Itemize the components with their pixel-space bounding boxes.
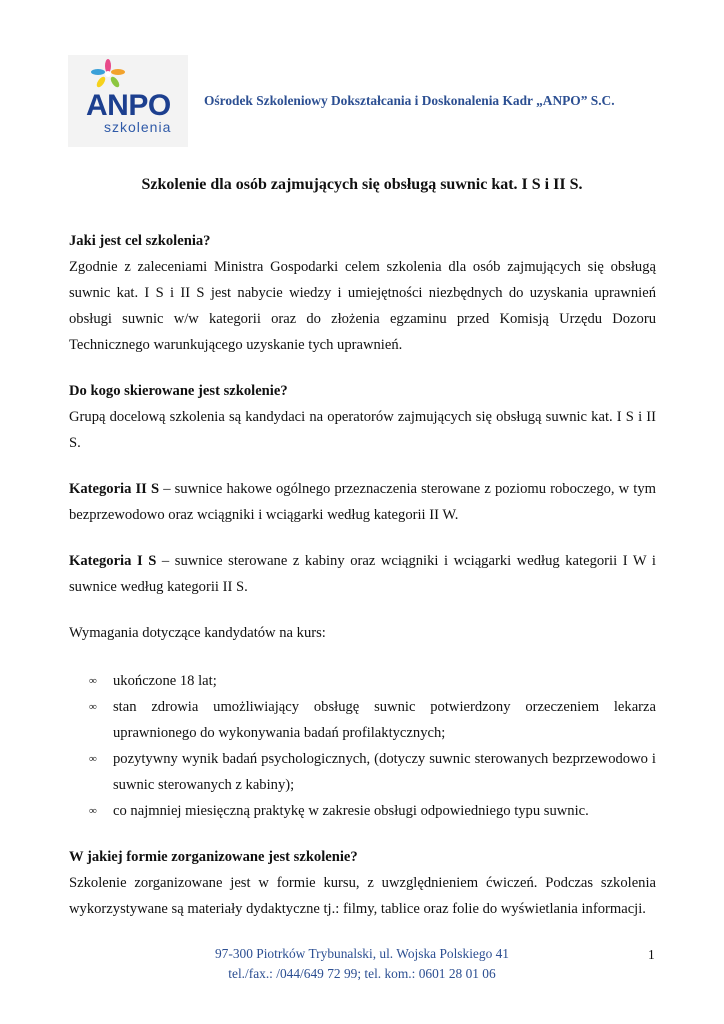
category-1s-label: Kategoria I S (69, 553, 157, 569)
category-1s-text: – suwnice sterowane z kabiny oraz wciągniki i wciągarki według kategorii I W i suwnice według kategorii II S. (69, 553, 656, 595)
requirements-list (69, 668, 656, 824)
page-title: Szkolenie dla osób zajmujących się obsługą suwnic kat. I S i II S. (141, 176, 583, 193)
bullet-icon: ∞ (89, 701, 97, 713)
page-footer (0, 944, 724, 984)
goal-heading: Jaki jest cel szkolenia? (69, 233, 211, 249)
target-paragraph: Grupą docelową szkolenia są kandydaci na operatorów zajmujących się obsługą suwnic kat. I S i II S. (69, 409, 656, 451)
form-paragraph: Szkolenie zorganizowane jest w formie kursu, z uwzględnieniem ćwiczeń. Podczas szkolenia wykorzystywane są materiały dydaktyczne tj.: filmy, tablice oraz folie do wyświetlania informacji. (69, 875, 656, 917)
company-name: Ośrodek Szkoleniowy Dokształcania i Doskonalenia Kadr „ANPO” S.C. (204, 93, 615, 108)
category-1s-paragraph (69, 548, 656, 600)
footer-address: 97-300 Piotrków Trybunalski, ul. Wojska Polskiego 41 (214, 946, 510, 961)
category-2s-text: – suwnice hakowe ogólnego przeznaczenia sterowane z poziomu roboczego, w tym bezprzewodowo oraz wciągniki i wciągarki według kategorii II W. (69, 481, 656, 523)
bullet-icon: ∞ (89, 805, 97, 817)
page-number: 1 (648, 947, 655, 962)
page-header (68, 55, 658, 147)
target-heading: Do kogo skierowane jest szkolenie? (69, 383, 288, 399)
logo-text: ANPO (86, 89, 171, 122)
flower-logo-icon (88, 59, 128, 93)
category-2s-label: Kategoria II S (69, 481, 160, 497)
category-2s-paragraph (69, 476, 656, 528)
company-logo (68, 55, 188, 147)
form-heading: W jakiej formie zorganizowane jest szkolenie? (69, 849, 358, 865)
list-item: ∞ co najmniej miesięczną praktykę w zakresie obsługi odpowiedniego typu suwnic. (69, 798, 656, 824)
footer-contact: tel./fax.: /044/649 72 99; tel. kom.: 0601 28 01 06 (228, 966, 496, 981)
document-body (69, 228, 656, 922)
logo-subtext: szkolenia (104, 119, 172, 135)
bullet-icon: ∞ (89, 675, 97, 687)
bullet-icon: ∞ (89, 753, 97, 765)
goal-paragraph: Zgodnie z zaleceniami Ministra Gospodarki celem szkolenia dla osób zajmujących się obsługą suwnic kat. I S i II S jest nabycie wiedzy i umiejętności niezbędnych do uzyskania uprawnień obsługi suwnic w/w kategorii oraz do złożenia egzaminu przed Komisją Urzędu Dozoru Technicznego warunkującego uzyskanie tych uprawnień. (69, 259, 656, 353)
requirements-intro: Wymagania dotyczące kandydatów na kurs: (69, 625, 326, 641)
list-item: ∞ stan zdrowia umożliwiający obsługę suwnic potwierdzony orzeczeniem lekarza uprawnionego do wykonywania badań profilaktycznych; (69, 694, 656, 746)
list-item: ∞ ukończone 18 lat; (69, 668, 656, 694)
list-item: ∞ pozytywny wynik badań psychologicznych, (dotyczy suwnic sterowanych bezprzewodowo i suwnic sterowanych z kabiny); (69, 746, 656, 798)
